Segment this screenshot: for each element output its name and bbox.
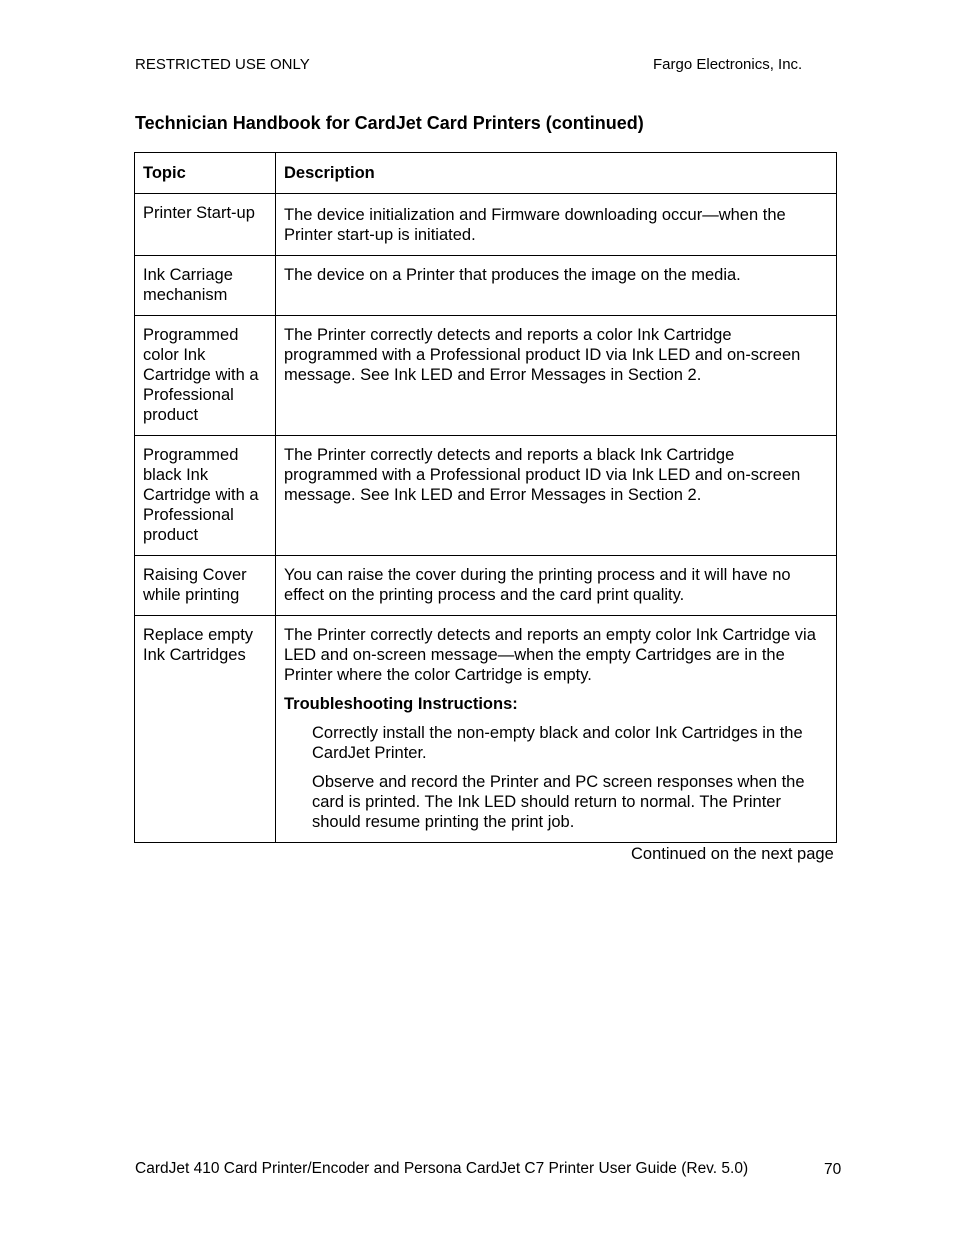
- description-text: The device initialization and Firmware downloading occur—when the Printer start-up is initiated.: [284, 206, 786, 244]
- table-row: [135, 616, 837, 843]
- description-cell: [276, 194, 837, 256]
- table-header-row: [135, 153, 837, 194]
- description-cell: [276, 556, 837, 616]
- column-header-description: Description: [276, 153, 837, 194]
- troubleshooting-heading: Troubleshooting Instructions:: [284, 695, 518, 713]
- header-company: Fargo Electronics, Inc.: [653, 56, 803, 73]
- page-title: Technician Handbook for CardJet Card Printers (continued): [135, 113, 644, 133]
- table-row: [135, 194, 837, 256]
- description-cell: [276, 256, 837, 316]
- description-text: The Printer correctly detects and reports a black Ink Cartridge programmed with a Professional product ID via Ink LED and on-screen message. See Ink LED and Error Messages in Section 2.: [284, 446, 801, 504]
- topic-cell: Raising Cover while printing: [135, 556, 276, 616]
- description-cell: [276, 616, 837, 843]
- page-number: 70: [824, 1161, 842, 1178]
- topic-cell: Replace empty Ink Cartridges: [135, 616, 276, 843]
- table-row: [135, 556, 837, 616]
- description-cell: [276, 316, 837, 436]
- handbook-table: [134, 152, 837, 843]
- troubleshooting-step: Correctly install the non-empty black and color Ink Cartridges in the CardJet Printer.: [312, 724, 803, 762]
- description-text: You can raise the cover during the printing process and it will have no effect on the printing process and the card print quality.: [284, 566, 791, 604]
- topic-cell: Programmed black Ink Cartridge with a Professional product: [135, 436, 276, 556]
- troubleshooting-step: Observe and record the Printer and PC screen responses when the card is printed. The Ink LED should return to normal. The Printer should resume printing the print job.: [312, 773, 805, 831]
- table-row: [135, 436, 837, 556]
- continued-note: Continued on the next page: [631, 845, 834, 863]
- description-text: The device on a Printer that produces the image on the media.: [284, 266, 741, 284]
- topic-cell: Printer Start-up: [135, 194, 276, 256]
- header-restricted: RESTRICTED USE ONLY: [135, 56, 310, 73]
- table-row: [135, 256, 837, 316]
- description-text: The Printer correctly detects and reports an empty color Ink Cartridge via LED and on-screen message—when the empty Cartridges are in the Printer where the color Cartridge is empty.: [284, 626, 816, 684]
- description-cell: [276, 436, 837, 556]
- footer-guide-title: CardJet 410 Card Printer/Encoder and Persona CardJet C7 Printer User Guide (Rev. 5.0): [135, 1160, 749, 1177]
- description-text: The Printer correctly detects and reports a color Ink Cartridge programmed with a Professional product ID via Ink LED and on-screen message. See Ink LED and Error Messages in Section 2.: [284, 326, 801, 384]
- column-header-topic: Topic: [135, 153, 276, 194]
- topic-cell: Programmed color Ink Cartridge with a Professional product: [135, 316, 276, 436]
- table-row: [135, 316, 837, 436]
- topic-cell: Ink Carriage mechanism: [135, 256, 276, 316]
